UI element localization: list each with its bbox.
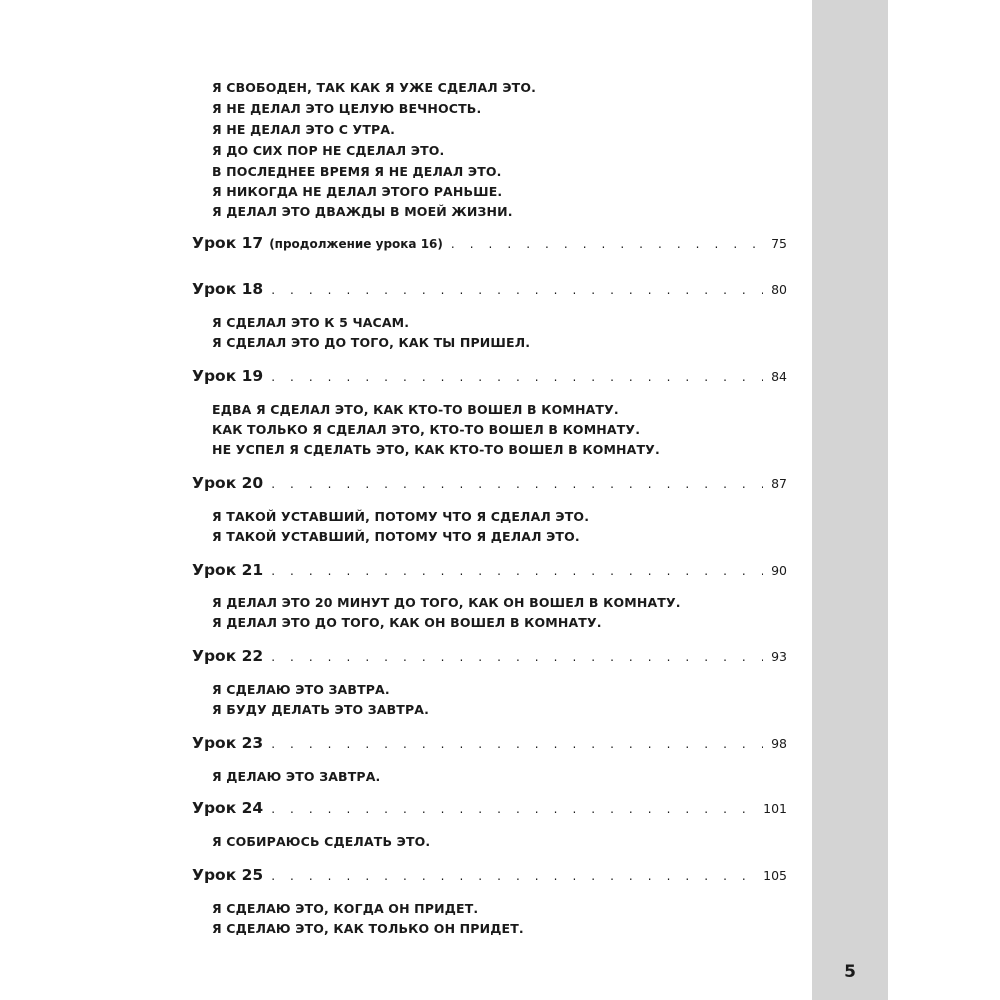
dot-leader [271,370,763,384]
toc-sub-line: Я ДО СИХ ПОР НЕ СДЕЛАЛ ЭТО. [212,143,445,158]
lesson-page-number: 75 [771,236,787,251]
dot-leader [271,283,763,297]
page-number: 5 [844,962,856,982]
dot-leader [271,564,763,578]
lesson-title: Урок 23 [192,734,264,752]
lesson-title: Урок 22 [192,647,264,665]
toc-entry-lesson-22[interactable] [192,647,787,665]
toc-sub-line: КАК ТОЛЬКО Я СДЕЛАЛ ЭТО, КТО-ТО ВОШЕЛ В КОМНАТУ. [212,422,641,437]
toc-sub-line: ЕДВА Я СДЕЛАЛ ЭТО, КАК КТО-ТО ВОШЕЛ В КОМНАТУ. [212,402,619,417]
dot-leader [271,802,755,816]
toc-sub-line: Я СОБИРАЮСЬ СДЕЛАТЬ ЭТО. [212,834,431,849]
toc-sub-line: В ПОСЛЕДНЕЕ ВРЕМЯ Я НЕ ДЕЛАЛ ЭТО. [212,164,502,179]
lesson-page-number: 105 [763,868,787,883]
toc-sub-line: НЕ УСПЕЛ Я СДЕЛАТЬ ЭТО, КАК КТО-ТО ВОШЕЛ В КОМНАТУ. [212,442,660,457]
toc-sub-line: Я ДЕЛАЮ ЭТО ЗАВТРА. [212,769,381,784]
toc-sub-line: Я ТАКОЙ УСТАВШИЙ, ПОТОМУ ЧТО Я ДЕЛАЛ ЭТО. [212,529,580,544]
toc-sub-line: Я СДЕЛАЛ ЭТО К 5 ЧАСАМ. [212,315,410,330]
lesson-page-number: 90 [771,563,787,578]
lesson-page-number: 93 [771,649,787,664]
lesson-title: Урок 21 [192,561,264,579]
lesson-note: (продолжение урока 16) [269,237,443,251]
toc-entry-lesson-18[interactable] [192,280,787,298]
toc-sub-line: Я СДЕЛАЮ ЭТО ЗАВТРА. [212,682,390,697]
toc-sub-line: Я НИКОГДА НЕ ДЕЛАЛ ЭТОГО РАНЬШЕ. [212,184,503,199]
lesson-title: Урок 25 [192,866,264,884]
lesson-title: Урок 19 [192,367,264,385]
dot-leader [271,650,763,664]
dot-leader [271,869,755,883]
dot-leader [271,737,763,751]
toc-sub-line: Я ТАКОЙ УСТАВШИЙ, ПОТОМУ ЧТО Я СДЕЛАЛ ЭТО. [212,509,590,524]
lesson-title: Урок 20 [192,474,264,492]
lesson-page-number: 101 [763,801,787,816]
toc-sub-line: Я ДЕЛАЛ ЭТО ДВАЖДЫ В МОЕЙ ЖИЗНИ. [212,204,513,219]
toc-sub-line: Я СДЕЛАЮ ЭТО, КОГДА ОН ПРИДЕТ. [212,901,479,916]
toc-sub-line: Я СДЕЛАЮ ЭТО, КАК ТОЛЬКО ОН ПРИДЕТ. [212,921,524,936]
toc-entry-lesson-21[interactable] [192,561,787,579]
toc-sub-line: Я ДЕЛАЛ ЭТО ДО ТОГО, КАК ОН ВОШЕЛ В КОМНАТУ. [212,615,602,630]
lesson-page-number: 84 [771,369,787,384]
lesson-page-number: 80 [771,282,787,297]
lesson-title: Урок 18 [192,280,264,298]
lesson-title: Урок 24 [192,799,264,817]
dot-leader [451,237,763,251]
toc-entry-lesson-25[interactable] [192,866,787,884]
toc-sub-line: Я БУДУ ДЕЛАТЬ ЭТО ЗАВТРА. [212,702,430,717]
lesson-title: Урок 17 [192,234,264,252]
toc-entry-lesson-23[interactable] [192,734,787,752]
toc-entry-lesson-17[interactable] [192,234,787,252]
dot-leader [271,477,763,491]
toc-entry-lesson-19[interactable] [192,367,787,385]
lesson-page-number: 98 [771,736,787,751]
toc-entry-lesson-20[interactable] [192,474,787,492]
lesson-page-number: 87 [771,476,787,491]
toc-entry-lesson-24[interactable] [192,799,787,817]
toc-sub-line: Я СВОБОДЕН, ТАК КАК Я УЖЕ СДЕЛАЛ ЭТО. [212,80,536,95]
toc-sub-line: Я НЕ ДЕЛАЛ ЭТО ЦЕЛУЮ ВЕЧНОСТЬ. [212,101,482,116]
toc-sub-line: Я СДЕЛАЛ ЭТО ДО ТОГО, КАК ТЫ ПРИШЕЛ. [212,335,531,350]
toc-sub-line: Я НЕ ДЕЛАЛ ЭТО С УТРА. [212,122,396,137]
page-margin-strip [812,0,888,1000]
toc-sub-line: Я ДЕЛАЛ ЭТО 20 МИНУТ ДО ТОГО, КАК ОН ВОШЕЛ В КОМНАТУ. [212,595,681,610]
